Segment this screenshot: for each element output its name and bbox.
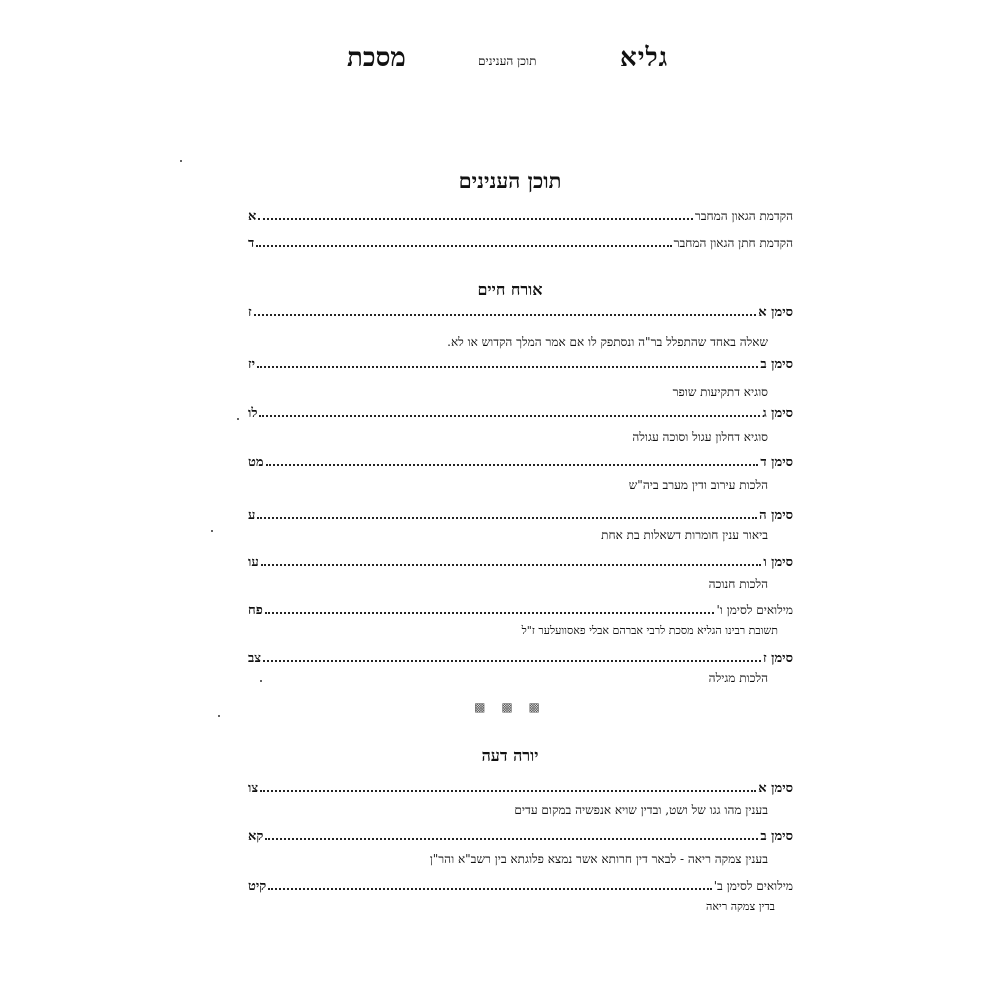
section-heading: אורח חיים [477, 280, 543, 299]
toc-entry-label: הקדמת חתן הגאון המחבר [673, 236, 793, 250]
toc-entry[interactable] [248, 452, 793, 470]
toc-entry-label: הקדמת הגאון המחבר [694, 209, 793, 223]
toc-entry-label: סימן ב [760, 829, 793, 844]
toc-entry-label: סימן ג [762, 406, 793, 421]
toc-entry[interactable] [248, 778, 793, 796]
toc-entry-description: סוגיא דתקיעות שופר [672, 385, 768, 399]
toc-entry[interactable] [248, 552, 793, 570]
toc-entry-description: בענין מהו גגו של ושט, ובדין שויא אנפשיה במקום עדים [514, 803, 768, 817]
toc-entry[interactable] [248, 648, 793, 666]
toc-entry-label: סימן ב [760, 357, 793, 372]
toc-entry-description: הלכות עירוב ודין מערב ביה"ש [628, 478, 768, 492]
page-title: תוכן הענינים [458, 168, 562, 193]
toc-entry[interactable] [248, 600, 793, 618]
section-ornament: ▩ ▩ ▩ [474, 700, 546, 714]
toc-entry[interactable] [248, 233, 793, 251]
toc-entry-label: סימן ו [763, 555, 793, 570]
running-header-right: גליא [620, 43, 669, 73]
leader-dots [257, 517, 757, 519]
toc-entry-page: עו [248, 555, 259, 570]
toc-entry-label: מילואים לסימן ב' [713, 879, 793, 893]
leader-dots [263, 660, 761, 662]
toc-entry[interactable] [248, 354, 793, 372]
toc-entry-description: ביאור ענין חומרות דשאלות בת אחת [601, 528, 768, 542]
print-speck [218, 715, 220, 717]
leader-dots [268, 888, 712, 890]
running-header-left: מסכת [347, 43, 406, 73]
print-speck [237, 418, 239, 420]
running-header-middle: תוכן הענינים [478, 54, 537, 68]
toc-entry-description: תשובת רבינו הגליא מסכת לרבי אברהם אבלי פאסוועלער ז"ל [521, 624, 778, 637]
toc-entry-label: סימן א [758, 781, 793, 796]
toc-entry[interactable] [248, 505, 793, 523]
toc-entry[interactable] [248, 302, 793, 320]
leader-dots [257, 366, 758, 368]
toc-entry-description: שאלה באחד שהתפלל בר"ה ונסתפק לו אם אמר המלך הקדוש או לא. [447, 335, 768, 349]
toc-entry-page: מט [248, 455, 264, 470]
toc-entry-page: יז [248, 357, 256, 372]
leader-dots [259, 415, 760, 417]
print-speck [260, 680, 262, 682]
leader-dots [254, 314, 757, 316]
toc-entry-page: ד [248, 236, 255, 251]
toc-entry[interactable] [248, 826, 793, 844]
toc-entry[interactable] [248, 876, 793, 894]
toc-entry-page: צב [248, 651, 262, 666]
leader-dots [256, 245, 671, 247]
toc-entry-description: בענין צמקה ריאה - לבאר דין חרותא אשר נמצא פלוגתא בין רשב"א והר"ן [429, 852, 768, 866]
toc-entry-page: קא [248, 829, 264, 844]
print-speck [211, 530, 213, 532]
toc-entry-page: פח [248, 603, 263, 618]
toc-entry-description: הלכות מגילה [708, 671, 768, 685]
toc-entry-page: ז [248, 305, 252, 320]
leader-dots [260, 790, 756, 792]
leader-dots [265, 838, 758, 840]
toc-entry-page: צו [248, 781, 259, 796]
toc-entry-page: א [248, 209, 257, 224]
toc-entry-page: ע [248, 508, 256, 523]
toc-entry-page: קיט [248, 879, 267, 894]
leader-dots [265, 612, 715, 614]
leader-dots [258, 218, 692, 220]
toc-entry-label: סימן א [758, 305, 793, 320]
toc-entry-description: הלכות חנוכה [708, 577, 768, 591]
toc-entry[interactable] [248, 403, 793, 421]
leader-dots [261, 564, 762, 566]
section-heading: יורה דעה [481, 746, 539, 765]
toc-entry-label: סימן ז [763, 651, 793, 666]
toc-entry-page: לו [248, 406, 258, 421]
toc-entry-label: סימן ד [760, 455, 793, 470]
toc-entry-label: סימן ה [759, 508, 793, 523]
toc-entry-label: מילואים לסימן ו' [716, 603, 793, 617]
print-speck [180, 160, 182, 162]
toc-entry-description: סוגיא דחלון עגול וסוכה עגולה [632, 430, 768, 444]
toc-entry[interactable] [248, 206, 793, 224]
toc-entry-description: בדין צמקה ריאה [706, 900, 775, 913]
leader-dots [266, 464, 759, 466]
